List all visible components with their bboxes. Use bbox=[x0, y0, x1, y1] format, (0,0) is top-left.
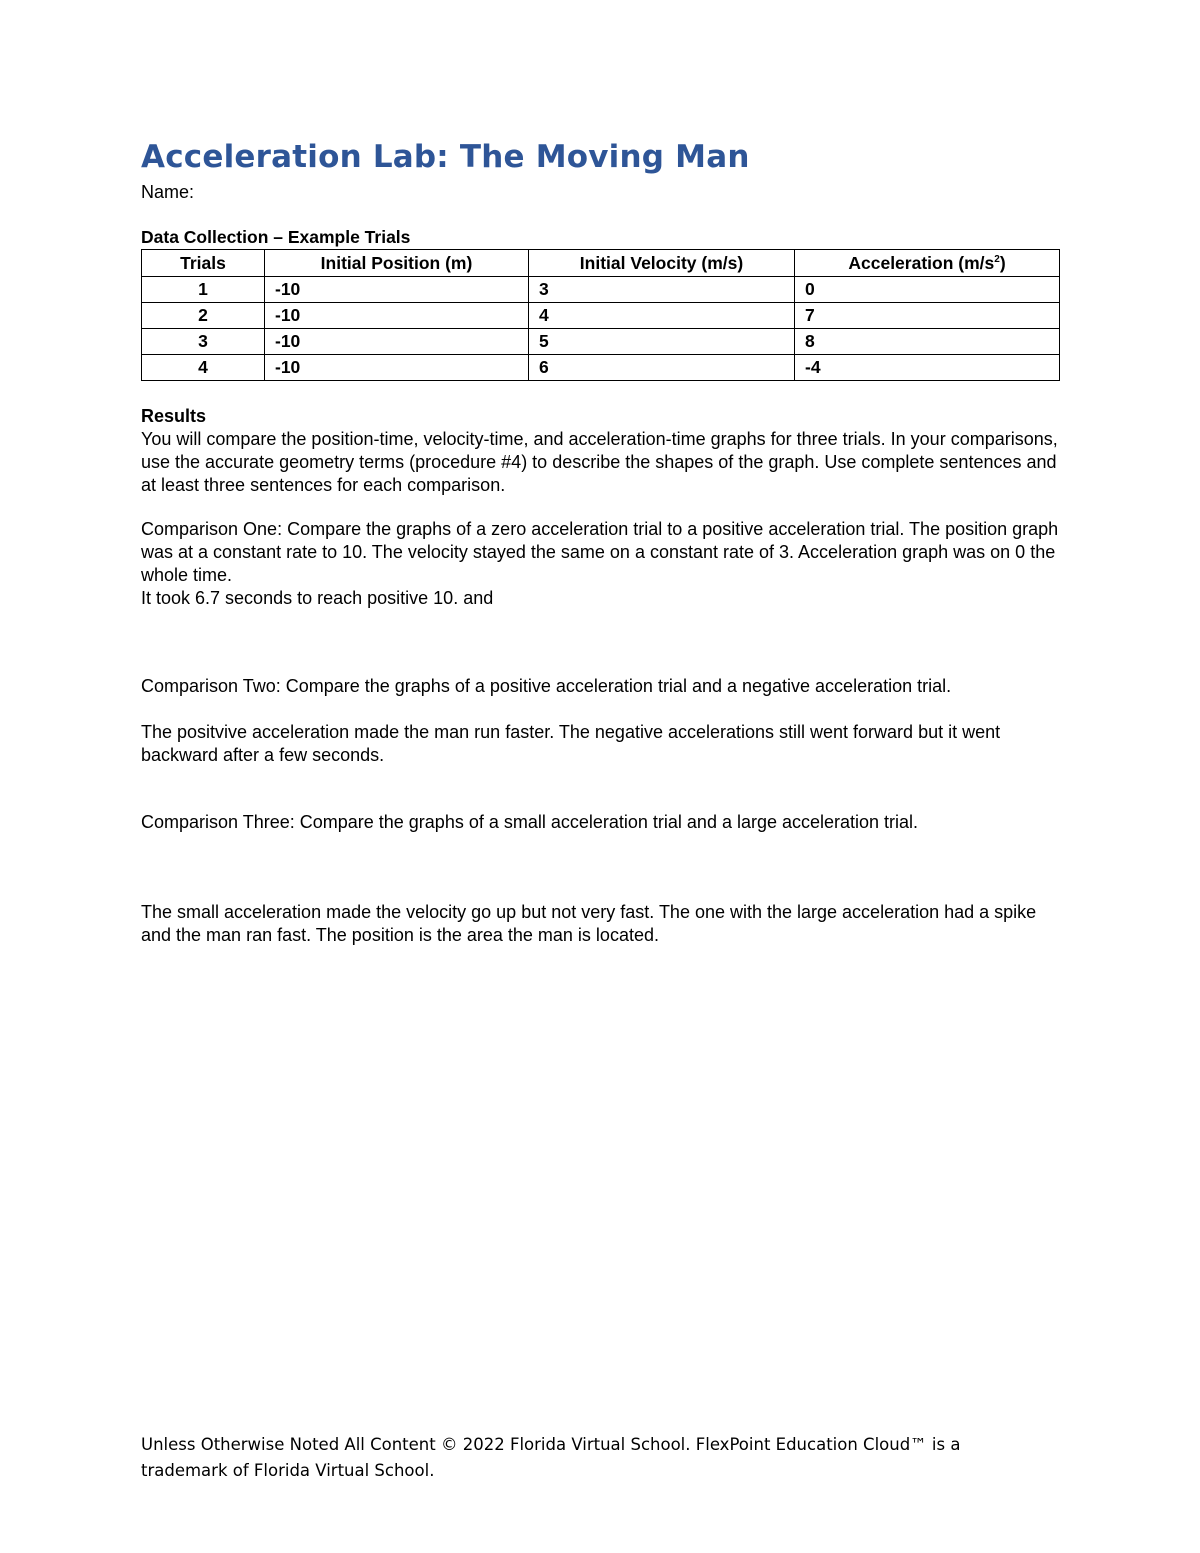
header-trials: Trials bbox=[142, 250, 265, 277]
cell-trial: 4 bbox=[142, 355, 265, 381]
comparison-two-answer: The positvive acceleration made the man run faster. The negative accelerations still went forward but it went backward after a few seconds. bbox=[141, 722, 1001, 765]
cell-velocity: 5 bbox=[529, 329, 795, 355]
cell-acceleration: -4 bbox=[795, 355, 1060, 381]
table-row bbox=[142, 303, 1060, 329]
header-initial-position: Initial Position (m) bbox=[265, 250, 529, 277]
name-label: Name: bbox=[141, 182, 195, 202]
table-row bbox=[142, 277, 1060, 303]
header-initial-velocity: Initial Velocity (m/s) bbox=[529, 250, 795, 277]
header-acceleration-text: Acceleration (m/s bbox=[848, 252, 995, 273]
comparison-three-answer: The small acceleration made the velocity go up but not very fast. The one with the large acceleration had a spike and the man ran fast. The position is the area the man is located. bbox=[141, 902, 1037, 945]
cell-velocity: 6 bbox=[529, 355, 795, 381]
cell-position: -10 bbox=[265, 355, 529, 381]
cell-position: -10 bbox=[265, 329, 529, 355]
comparison-one: Comparison One: Compare the graphs of a zero acceleration trial to a positive acceleration trial. The position graph was at a constant rate to 10. The velocity stayed the same on a constant rate of 3. Acceleration graph was on 0 the whole time. bbox=[141, 519, 1059, 585]
table-row bbox=[142, 355, 1060, 381]
comparison-one-extra: It took 6.7 seconds to reach positive 10. and bbox=[141, 588, 494, 608]
data-collection-label: Data Collection – Example Trials bbox=[141, 227, 411, 247]
cell-acceleration: 0 bbox=[795, 277, 1060, 303]
cell-acceleration: 8 bbox=[795, 329, 1060, 355]
trials-table bbox=[141, 249, 1060, 381]
comparison-three-prompt: Comparison Three: Compare the graphs of a small acceleration trial and a large acceleration trial. bbox=[141, 812, 919, 832]
header-acceleration bbox=[795, 250, 1060, 277]
cell-acceleration: 7 bbox=[795, 303, 1060, 329]
results-intro: You will compare the position-time, velocity-time, and acceleration-time graphs for three trials. In your comparisons, use the accurate geometry terms (procedure #4) to describe the shapes of the graph. Use complete sentences and at least three sentences for each comparison. bbox=[141, 429, 1058, 495]
table-row bbox=[142, 329, 1060, 355]
cell-position: -10 bbox=[265, 303, 529, 329]
results-heading: Results bbox=[141, 406, 207, 426]
header-acceleration-close: ) bbox=[999, 252, 1006, 273]
cell-position: -10 bbox=[265, 277, 529, 303]
comparison-two-prompt: Comparison Two: Compare the graphs of a positive acceleration trial and a negative acceleration trial. bbox=[141, 676, 952, 696]
cell-trial: 3 bbox=[142, 329, 265, 355]
copyright-footer: Unless Otherwise Noted All Content © 2022 Florida Virtual School. FlexPoint Education Cloud™ is a trademark of Florida Virtual School. bbox=[141, 1435, 961, 1480]
table-header-row bbox=[142, 250, 1060, 277]
header-acceleration-exponent: 2 bbox=[994, 253, 1000, 265]
cell-velocity: 3 bbox=[529, 277, 795, 303]
cell-velocity: 4 bbox=[529, 303, 795, 329]
document-title: Acceleration Lab: The Moving Man bbox=[141, 139, 750, 175]
cell-trial: 1 bbox=[142, 277, 265, 303]
cell-trial: 2 bbox=[142, 303, 265, 329]
